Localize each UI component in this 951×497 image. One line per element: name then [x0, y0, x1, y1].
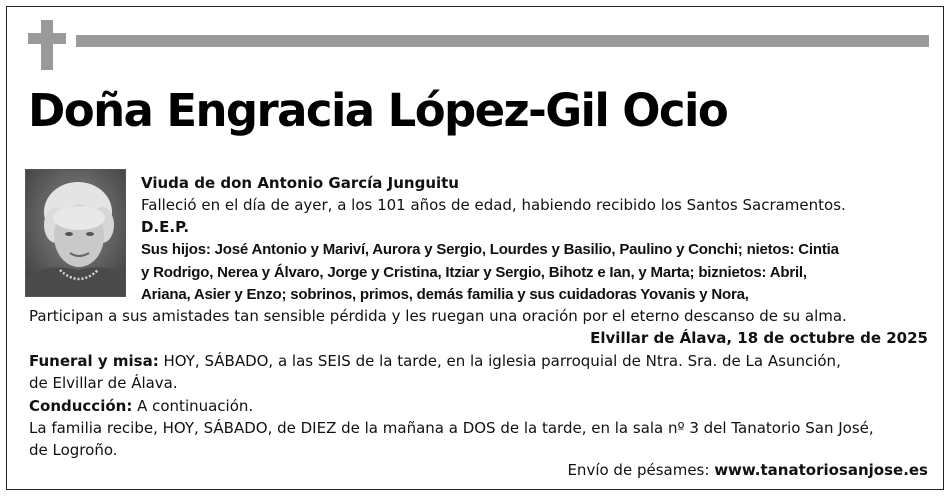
condolences-link[interactable]: www.tanatoriosanjose.es: [714, 461, 928, 479]
condolences-label: Envío de pésames:: [567, 461, 715, 479]
deceased-name: Doña Engracia López-Gil Ocio: [28, 84, 728, 137]
family-receives-line-2: de Logroño.: [29, 441, 118, 459]
conduccion-text: A continuación.: [132, 397, 254, 415]
participation-text: Participan a sus amistades tan sensible pérdida y les ruegan una oración por el eterno descanso de su alma.: [29, 307, 847, 325]
condolences-line: [567, 461, 928, 479]
funeral-text: HOY, SÁBADO, a las SEIS de la tarde, en la iglesia parroquial de Ntra. Sra. de La Asunción,: [158, 352, 841, 370]
family-line: Ariana, Asier y Enzo; sobrinos, primos, demás familia y sus cuidadoras Yovanis y Nora,: [141, 286, 749, 303]
widow-line: Viuda de don Antonio García Junguitu: [141, 174, 459, 192]
header-rule: [76, 35, 929, 47]
funeral-line: [29, 352, 841, 370]
funeral-line-2: de Elvillar de Álava.: [29, 374, 178, 392]
cross-icon-bar: [28, 33, 66, 44]
family-receives-line: La familia recibe, HOY, SÁBADO, de DIEZ de la mañana a DOS de la tarde, en la sala nº 3 del Tanatorio San José,: [29, 419, 874, 437]
family-line: y Rodrigo, Nerea y Álvaro, Jorge y Cristina, Itziar y Sergio, Bihotz e Ian, y Marta; biznietos: Abril,: [141, 264, 807, 281]
funeral-label: Funeral y misa:: [29, 352, 159, 370]
death-line: Falleció en el día de ayer, a los 101 años de edad, habiendo recibido los Santos Sacramentos.: [141, 196, 846, 214]
dep-text: D.E.P.: [141, 218, 190, 236]
conduccion-label: Conducción:: [29, 397, 133, 415]
cross-icon: [41, 20, 53, 70]
place-date: Elvillar de Álava, 18 de octubre de 2025: [590, 329, 928, 347]
portrait-photo: [25, 169, 126, 297]
family-line: Sus hijos: José Antonio y Mariví, Aurora y Sergio, Lourdes y Basilio, Paulino y Conchi; nietos: Cintia: [141, 241, 839, 258]
conduccion-line: [29, 397, 253, 415]
portrait-image: [26, 170, 126, 297]
